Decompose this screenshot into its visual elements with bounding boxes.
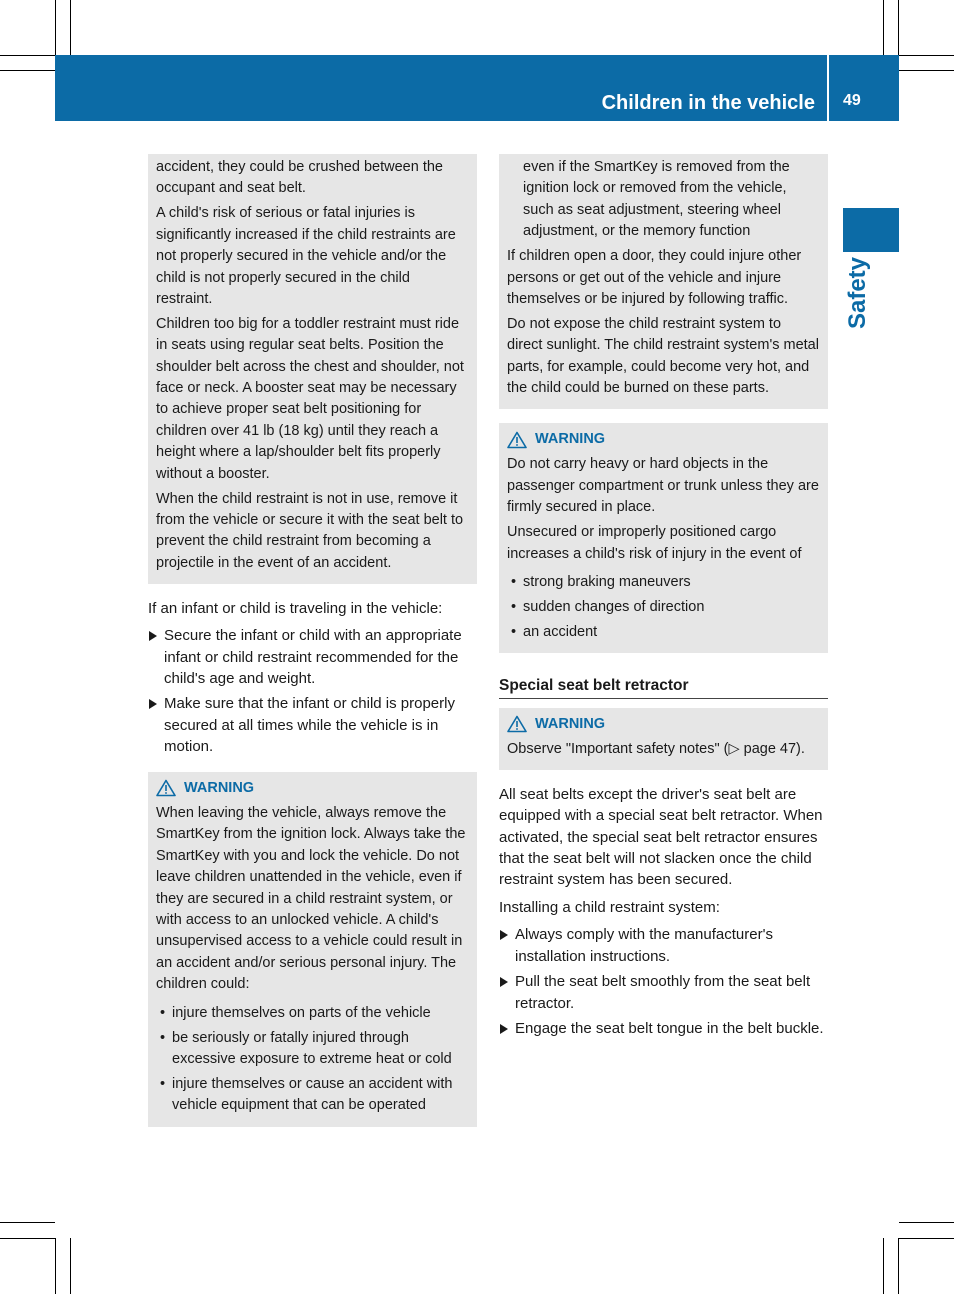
crop-mark	[899, 55, 954, 56]
crop-mark	[883, 1238, 884, 1294]
action-item: Make sure that the infant or child is properly secured at all times while the vehicle is in motion.	[148, 693, 477, 757]
warning-label: WARNING	[535, 430, 606, 447]
bullet-item: • be seriously or fatally injured through excessive exposure to extreme heat or cold	[156, 1028, 469, 1071]
crop-mark	[0, 1222, 55, 1223]
note-paragraph: Do not expose the child restraint system to direct sunlight. The child restraint system's metal parts, for example, could become very hot, and the child could be burned on these parts.	[507, 315, 819, 397]
warning-triangle-icon	[507, 431, 527, 449]
crop-mark	[898, 0, 899, 55]
warning-label: WARNING	[535, 715, 606, 732]
note-paragraph: If children open a door, they could injure other persons or get out of the vehicle and injure themselves or be injured by following traffic.	[507, 248, 802, 307]
header-divider	[827, 55, 829, 121]
crop-mark	[899, 1238, 954, 1239]
crop-mark	[55, 1238, 56, 1294]
warning-text: Unsecured or improperly positioned cargo increases a child's risk of injury in the event of	[507, 524, 802, 562]
crop-mark	[899, 70, 954, 71]
action-item: Secure the infant or child with an appropriate infant or child restraint recommended for the child's age and weight.	[148, 625, 477, 689]
warning-box	[499, 708, 828, 770]
warning-bullets	[156, 1003, 469, 1117]
warning-heading	[507, 429, 820, 450]
crop-mark	[0, 55, 55, 56]
note-paragraph: accident, they could be crushed between the occupant and seat belt.	[156, 159, 443, 197]
action-item: Engage the seat belt tongue in the belt buckle.	[499, 1018, 828, 1039]
warning-heading	[156, 778, 469, 799]
warning-box	[499, 423, 828, 653]
body-paragraph: All seat belts except the driver's seat belt are equipped with a special seat belt retractor. When activated, the special seat belt retractor ensures that the seat belt will not slacken once the child restraint system has been secured.	[499, 785, 823, 889]
warning-triangle-icon	[156, 779, 176, 797]
warning-text: Do not carry heavy or hard objects in the passenger compartment or trunk unless they are firmly secured in place.	[507, 456, 819, 516]
warning-bullets	[507, 572, 820, 643]
safety-note-box	[148, 154, 477, 584]
section-heading: Special seat belt retractor	[499, 675, 828, 698]
left-column	[148, 154, 477, 1127]
page-header	[55, 55, 899, 121]
bullet-item: • strong braking maneuvers	[507, 572, 820, 593]
warning-box	[148, 772, 477, 1127]
warning-continued-box	[499, 154, 828, 409]
action-list	[148, 625, 477, 757]
warning-label: WARNING	[184, 779, 255, 796]
crop-mark	[70, 1238, 71, 1294]
warning-triangle-icon	[507, 715, 527, 733]
bullet-item: • an accident	[507, 622, 820, 643]
action-list	[499, 924, 828, 1039]
warning-text: Observe "Important safety notes" (▷ page 47).	[507, 740, 805, 757]
body-paragraph: Installing a child restraint system:	[499, 898, 720, 916]
bullet-item: • injure themselves on parts of the vehicle	[156, 1003, 469, 1024]
crop-mark	[883, 0, 884, 55]
bullet-item: • injure themselves or cause an accident with vehicle equipment that can be operated	[156, 1074, 469, 1117]
section-tab-label: Safety	[844, 256, 871, 330]
crop-mark	[55, 0, 56, 55]
note-paragraph: A child's risk of serious or fatal injuries is significantly increased if the child restraints are not properly secured in the vehicle and/or the child is not properly secured in the child restraint.	[156, 205, 456, 307]
continued-text: even if the SmartKey is removed from the ignition lock or removed from the vehicle, such as seat adjustment, steering wheel adjustment, or the memory function	[523, 159, 790, 240]
crop-mark	[0, 1238, 55, 1239]
page-title: Children in the vehicle	[601, 92, 815, 114]
crop-mark	[899, 1222, 954, 1223]
intro-text: If an infant or child is traveling in the vehicle:	[148, 599, 443, 617]
crop-mark	[0, 70, 55, 71]
crop-mark	[898, 1238, 899, 1294]
bullet-item: • sudden changes of direction	[507, 597, 820, 618]
note-paragraph: When the child restraint is not in use, remove it from the vehicle or secure it with the seat belt to prevent the child restraint from becoming a projectile in the event of an accident.	[156, 490, 464, 571]
action-item: Pull the seat belt smoothly from the seat belt retractor.	[499, 971, 828, 1014]
warning-heading	[507, 714, 820, 735]
crop-mark	[70, 0, 71, 55]
warning-text: When leaving the vehicle, always remove the SmartKey from the ignition lock. Always take the SmartKey with you and lock the vehicle. Do not leave children unattended in the vehicle, even if they are secured in a child restraint system, or with access to an unlocked vehicle. A child's unsupervised access to a vehicle could result in an accident and/or serious personal injury. The children could:	[156, 804, 466, 993]
right-column	[499, 154, 828, 1044]
page-number: 49	[843, 92, 861, 109]
action-item: Always comply with the manufacturer's installation instructions.	[499, 924, 828, 967]
note-paragraph: Children too big for a toddler restraint must ride in seats using regular seat belts. Position the shoulder belt across the chest and shoulder, not face or neck. A booster seat may be necessary to achieve proper seat belt positioning for children over 41 lb (18 kg) until they reach a height where a lap/shoulder belt fits properly without a booster.	[156, 315, 464, 482]
